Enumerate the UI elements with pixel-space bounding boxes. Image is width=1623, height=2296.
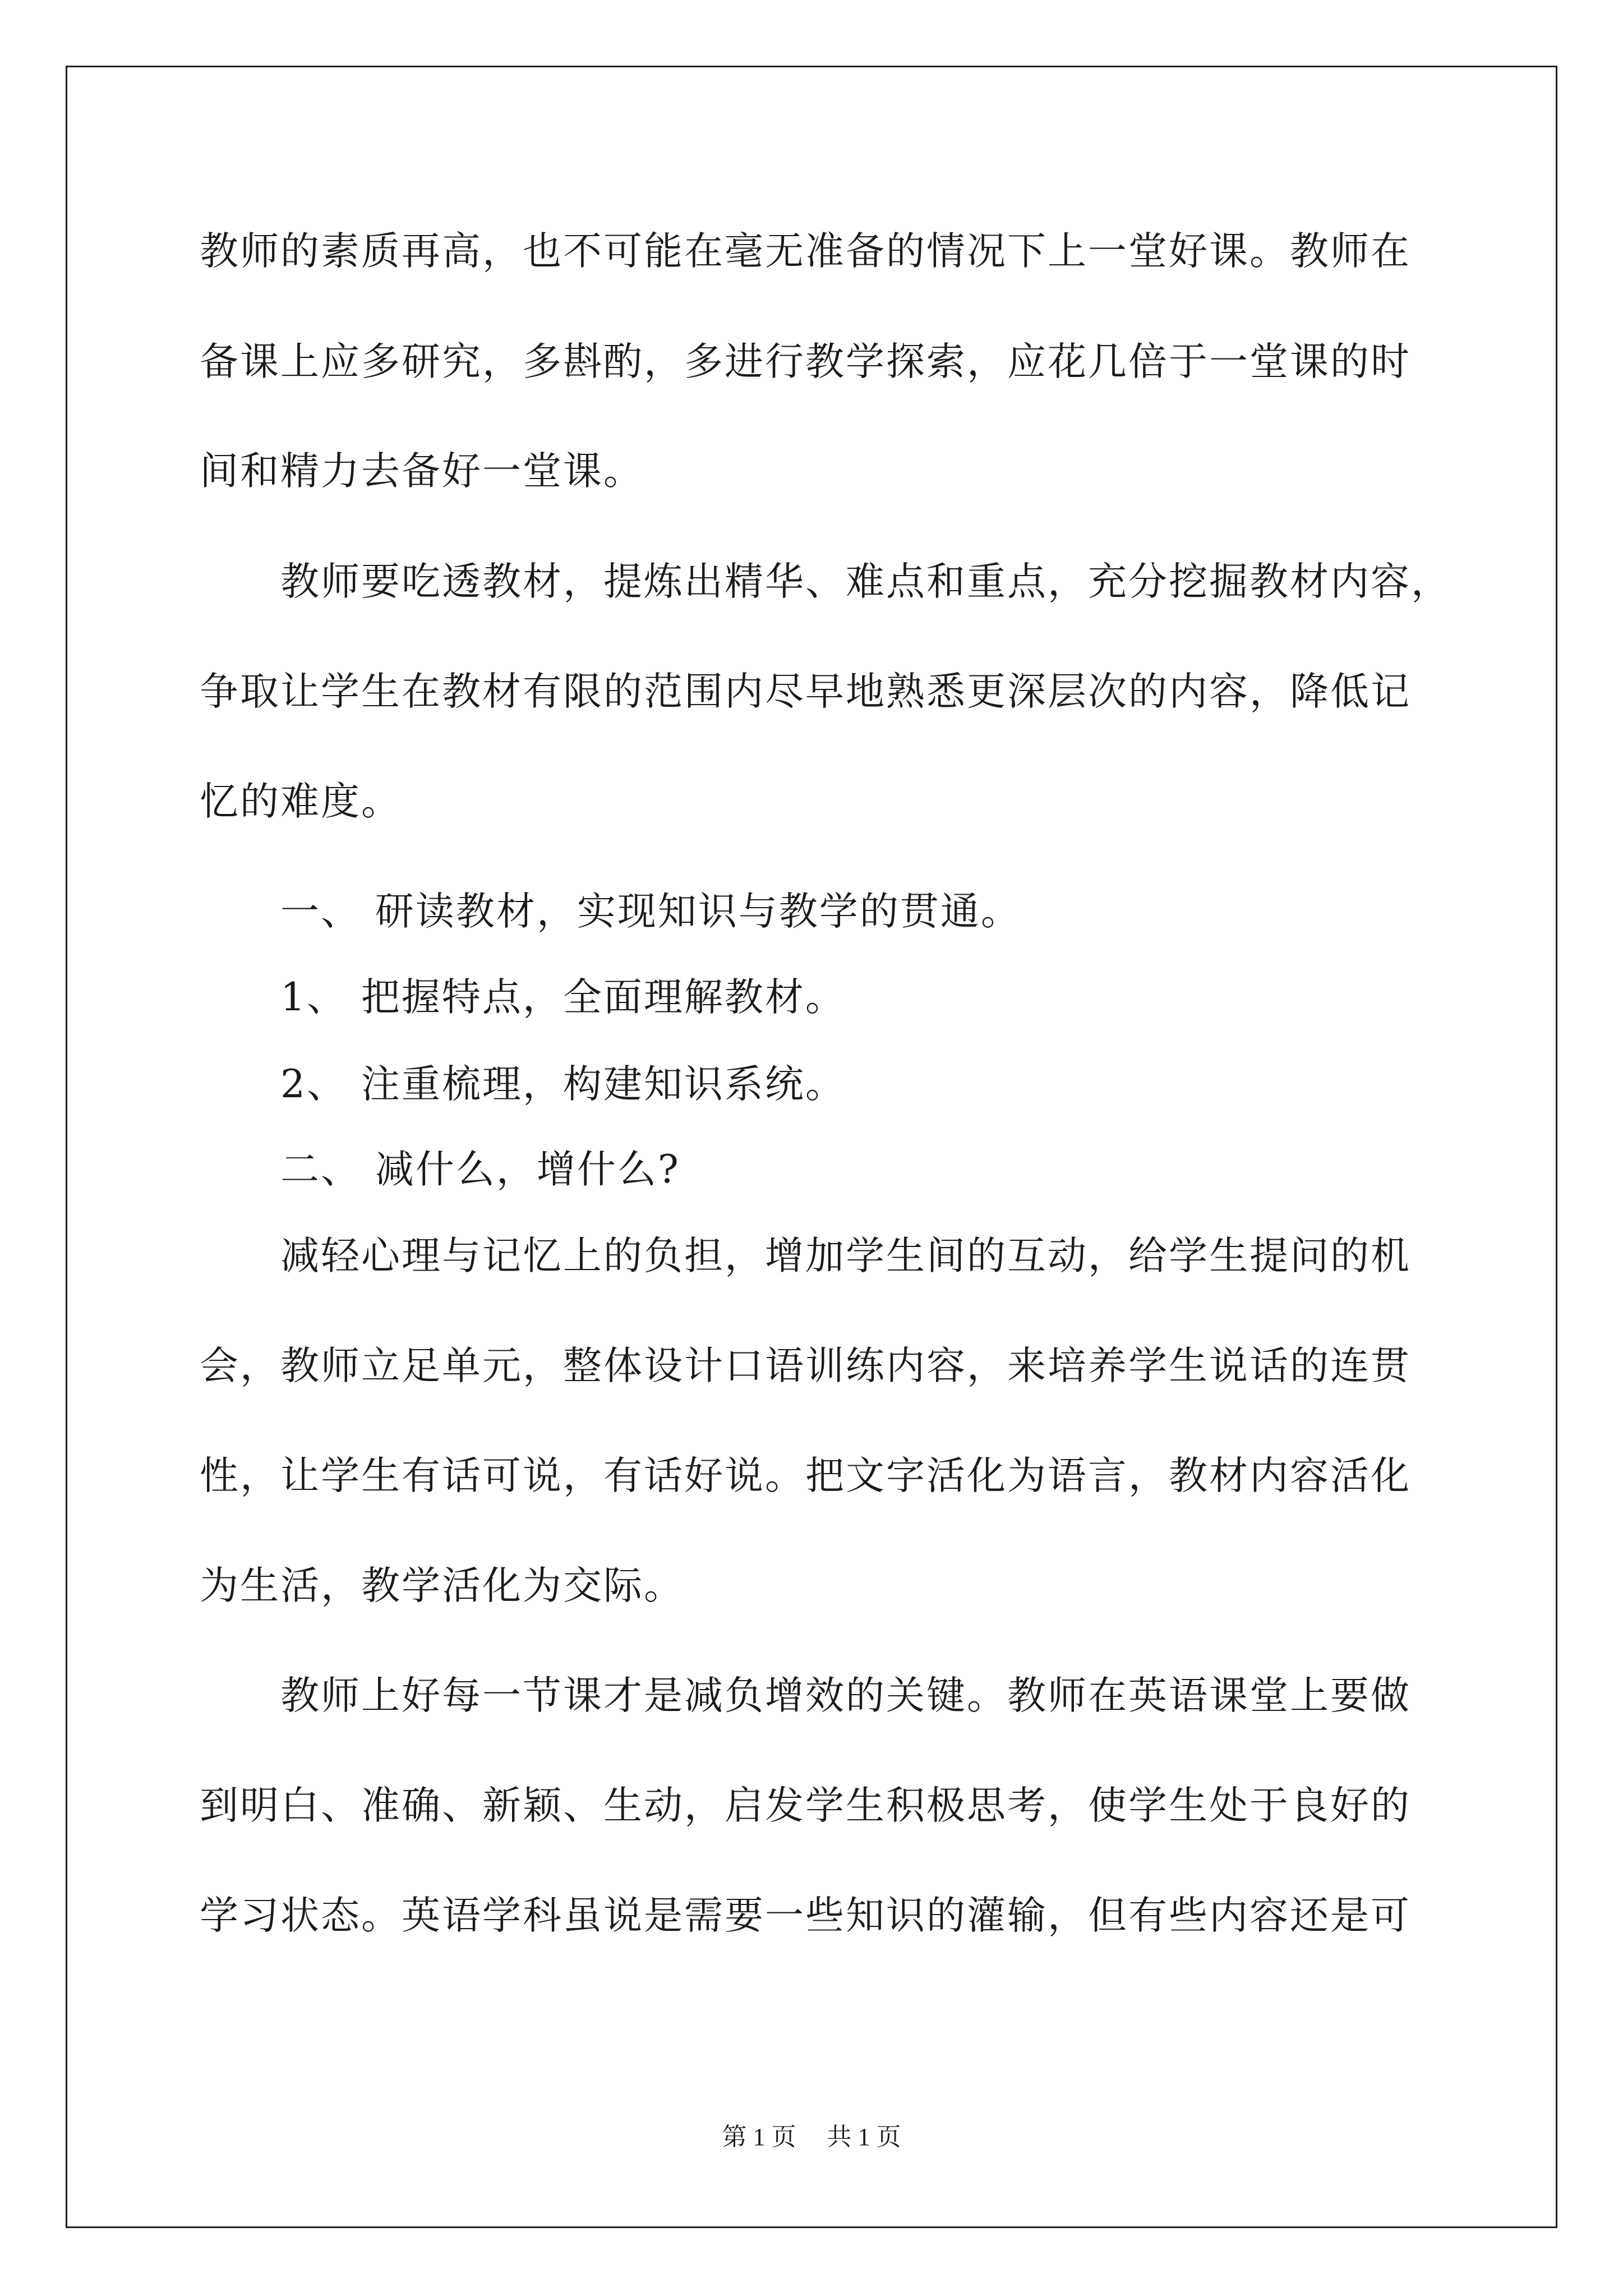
body-text-line: 争取让学生在教材有限的范围内尽早地熟悉更深层次的内容，降低记 bbox=[200, 669, 1411, 714]
body-text-line: 学习状态。英语学科虽说是需要一些知识的灌输，但有些内容还是可 bbox=[200, 1893, 1411, 1938]
list-item: 1、 把握特点，全面理解教材。 bbox=[200, 975, 846, 1020]
body-text-line: 会，教师立足单元，整体设计口语训练内容，来培养学生说话的连贯 bbox=[200, 1343, 1411, 1388]
body-text-line: 忆的难度。 bbox=[200, 779, 402, 824]
body-text-line: 到明白、准确、新颖、生动，启发学生积极思考，使学生处于良好的 bbox=[200, 1783, 1411, 1828]
section-heading: 二、 减什么，增什么? bbox=[200, 1147, 680, 1192]
list-item: 2、 注重梳理，构建知识系统。 bbox=[200, 1062, 846, 1107]
body-text-line: 教师的素质再高，也不可能在毫无准备的情况下上一堂好课。教师在 bbox=[200, 229, 1411, 274]
body-text-line: 为生活，教学活化为交际。 bbox=[200, 1563, 684, 1608]
section-heading: 一、 研读教材，实现知识与教学的贯通。 bbox=[200, 889, 1021, 934]
body-text-line: 备课上应多研究，多斟酌，多进行教学探索，应花几倍于一堂课的时 bbox=[200, 339, 1411, 384]
body-text-line: 间和精力去备好一堂课。 bbox=[200, 449, 644, 494]
body-text-line: 教师要吃透教材，提炼出精华、难点和重点，充分挖掘教材内容， bbox=[200, 559, 1451, 604]
body-text-line: 教师上好每一节课才是减负增效的关键。教师在英语课堂上要做 bbox=[200, 1673, 1411, 1718]
body-text-line: 性，让学生有话可说，有话好说。把文字活化为语言，教材内容活化 bbox=[200, 1453, 1411, 1498]
page-footer: 第 1 页 共 1 页 bbox=[722, 2123, 901, 2151]
body-text-line: 减轻心理与记忆上的负担，增加学生间的互动，给学生提问的机 bbox=[200, 1234, 1411, 1278]
